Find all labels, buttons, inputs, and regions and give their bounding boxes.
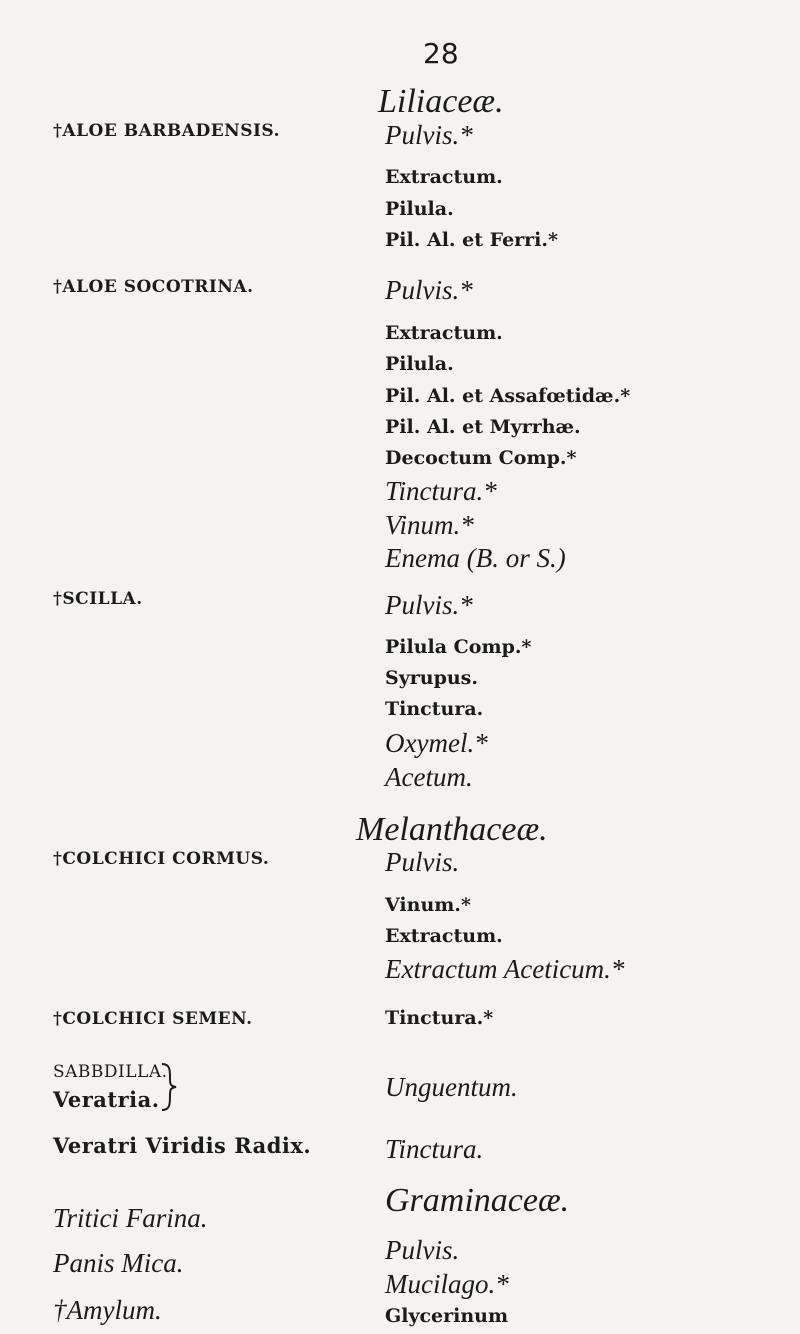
drug-veratria: Veratria. xyxy=(53,1087,160,1112)
prep-aloe-barbadensis-1: Pulvis.* xyxy=(385,120,473,150)
prep-aloe-socotrina-8: Vinum.* xyxy=(385,510,474,540)
prep-amylum-2: Mucilago.* xyxy=(385,1269,509,1299)
prep-scilla-3: Syrupus. xyxy=(385,667,478,689)
prep-aloe-socotrina-4: Pil. Al. et Assafœtidæ.* xyxy=(385,385,631,407)
prep-veratri-viridis-1: Tinctura. xyxy=(385,1134,484,1164)
drug-sabbdilla: SABBDILLA. xyxy=(53,1062,168,1082)
drug-scilla: †SCILLA. xyxy=(53,589,143,609)
prep-aloe-socotrina-6: Decoctum Comp.* xyxy=(385,447,577,469)
prep-colchici-cormus-1: Pulvis. xyxy=(385,847,460,877)
prep-colchici-cormus-3: Extractum. xyxy=(385,925,503,947)
brace-icon xyxy=(158,1060,180,1114)
prep-scilla-2: Pilula Comp.* xyxy=(385,636,532,658)
prep-amylum-3: Glycerinum xyxy=(385,1305,509,1327)
prep-aloe-socotrina-1: Pulvis.* xyxy=(385,275,473,305)
page-number: 28 xyxy=(423,37,459,70)
prep-aloe-socotrina-2: Extractum. xyxy=(385,322,503,344)
prep-aloe-socotrina-7: Tinctura.* xyxy=(385,476,497,506)
prep-colchici-cormus-4: Extractum Aceticum.* xyxy=(385,954,625,984)
prep-aloe-barbadensis-2: Extractum. xyxy=(385,166,503,188)
drug-veratri-viridis-radix: Veratri Viridis Radix. xyxy=(53,1133,312,1158)
family-heading-liliaceae: Liliaceæ. xyxy=(378,83,504,120)
prep-scilla-1: Pulvis.* xyxy=(385,590,473,620)
drug-aloe-barbadensis: †ALOE BARBADENSIS. xyxy=(53,121,281,141)
prep-colchici-semen-1: Tinctura.* xyxy=(385,1007,494,1029)
prep-aloe-socotrina-3: Pilula. xyxy=(385,353,454,375)
drug-tritici-farina: Tritici Farina. xyxy=(53,1203,208,1233)
prep-aloe-barbadensis-4: Pil. Al. et Ferri.* xyxy=(385,229,558,251)
prep-scilla-4: Tinctura. xyxy=(385,698,484,720)
prep-amylum-1: Pulvis. xyxy=(385,1235,460,1265)
prep-aloe-socotrina-5: Pil. Al. et Myrrhæ. xyxy=(385,416,581,438)
drug-colchici-cormus: †COLCHICI CORMUS. xyxy=(53,849,270,869)
prep-sabbdilla-veratria-1: Unguentum. xyxy=(385,1072,518,1102)
drug-panis-mica: Panis Mica. xyxy=(53,1248,184,1278)
prep-scilla-5: Oxymel.* xyxy=(385,728,488,758)
family-heading-melanthaceae: Melanthaceæ. xyxy=(356,811,548,848)
drug-aloe-socotrina: †ALOE SOCOTRINA. xyxy=(53,277,254,297)
prep-aloe-barbadensis-3: Pilula. xyxy=(385,198,454,220)
prep-colchici-cormus-2: Vinum.* xyxy=(385,894,471,916)
prep-scilla-6: Acetum. xyxy=(385,762,473,792)
drug-colchici-semen: †COLCHICI SEMEN. xyxy=(53,1009,253,1029)
family-heading-graminaceae: Graminaceæ. xyxy=(385,1182,570,1219)
drug-amylum: †Amylum. xyxy=(53,1295,162,1325)
prep-aloe-socotrina-9: Enema (B. or S.) xyxy=(385,543,566,573)
